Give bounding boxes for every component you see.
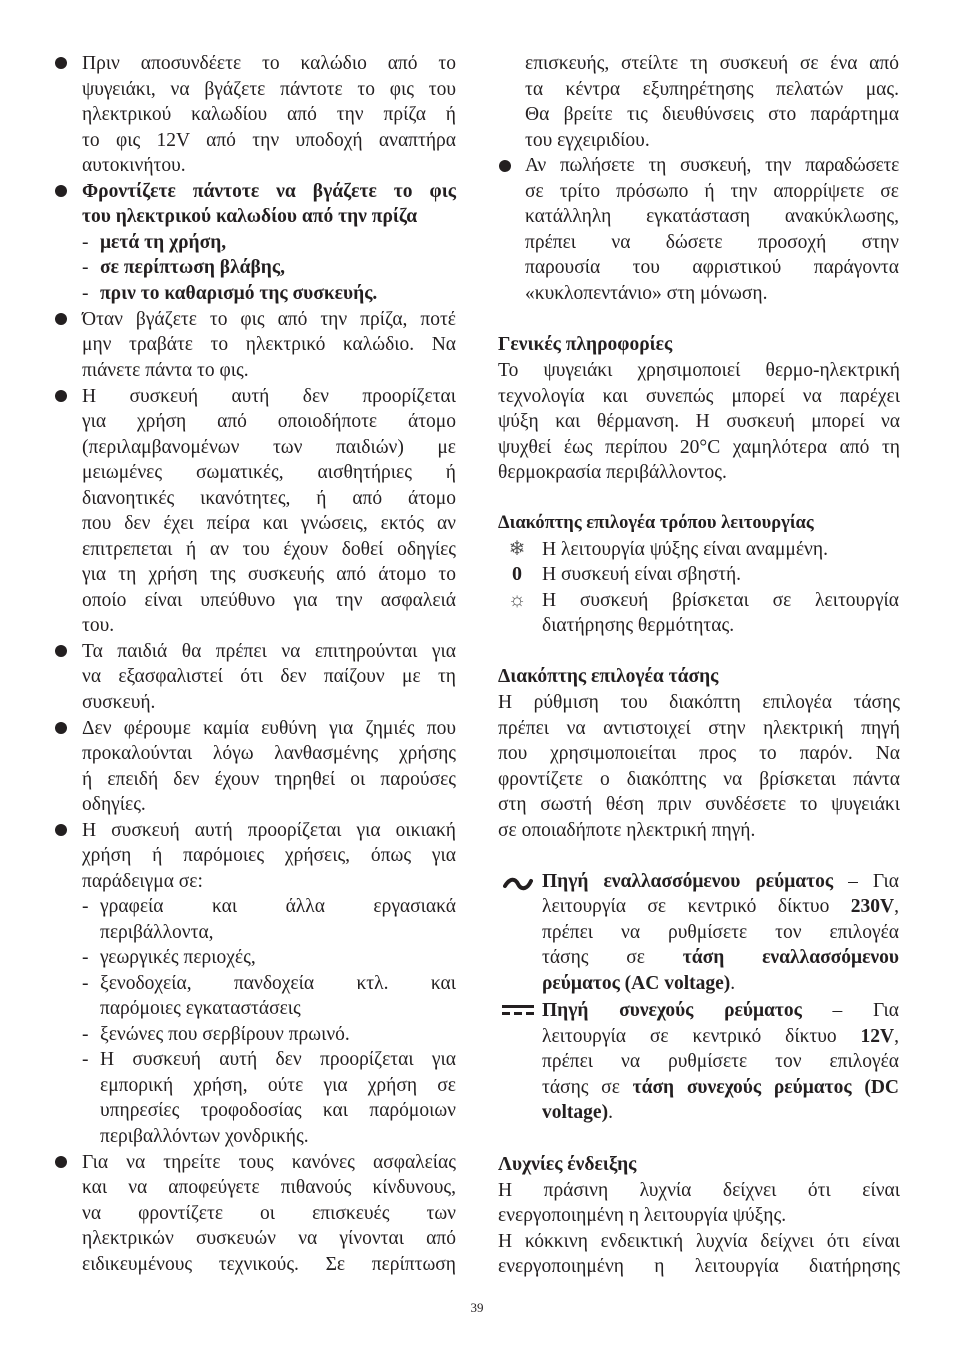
bullet-dot	[55, 645, 67, 657]
text-line: Όταν βγάζετε το φις από την πρίζα, ποτέ	[82, 309, 456, 330]
text-line: μειωμένες σωματικές, αισθητήριες ή	[82, 462, 456, 483]
dc-source-label: Πηγή συνεχούς ρεύματος	[542, 1000, 802, 1021]
zero-symbol: 0	[512, 563, 522, 585]
text-line: Θα βρείτε τις διευθύνσεις στο παράρτημα	[525, 104, 899, 125]
text-line: Φροντίζετε πάντοτε να βγάζετε το φις	[82, 181, 456, 202]
dash-marker: -	[82, 257, 89, 278]
text-line: ηλεκτρικού καλωδίου από την πρίζα ή	[82, 104, 456, 125]
text-line: γεωργικές περιοχές,	[100, 947, 256, 968]
text-line: και να αποφεύγετε πιθανούς κίνδυνους,	[82, 1177, 456, 1198]
text-line: περιβαλλόντων χονδρικής.	[100, 1126, 309, 1147]
text-line: να εξασφαλιστεί ότι δεν παίζουν με τη	[82, 666, 456, 687]
bullet-dot	[55, 390, 67, 402]
text-line: μετά τη χρήση,	[100, 232, 227, 253]
text-line	[542, 998, 899, 1024]
text-line: πιάνετε πάντα το φις.	[82, 360, 249, 381]
text-span: – Για	[833, 871, 899, 892]
text-line: οδηγίες.	[82, 794, 146, 815]
text-line: αυτοκινήτου.	[82, 155, 186, 176]
text-line: περιβάλλοντα,	[100, 922, 214, 943]
text-span: ρεύματος (AC voltage)	[542, 973, 731, 994]
text-line: προκαλούνται λόγω λανθασμένης χρήσης	[82, 743, 456, 764]
text-line	[542, 945, 899, 971]
text-line: Αν πωλήσετε τη συσκευή, την παραδώσετε	[525, 155, 899, 176]
text-span: λειτουργία σε κεντρικό δίκτυο	[542, 1026, 861, 1047]
text-span: .	[730, 973, 736, 994]
text-line: Η συσκευή αυτή προορίζεται για οικιακή	[82, 820, 456, 841]
text-span: – Για	[801, 1000, 899, 1021]
snowflake-icon: ❄	[508, 538, 526, 560]
text-line: σε περίπτωση βλάβης,	[100, 257, 285, 278]
text-line: Η συσκευή αυτή δεν προορίζεται	[82, 386, 456, 407]
text-line: για τη χρήση της συσκευής από άτομο το	[82, 564, 456, 585]
text-line: πρέπει να ρυθμίσετε τον επιλογέα	[542, 1051, 899, 1072]
bullet-dot	[55, 824, 67, 836]
text-line: Η ρύθμιση του διακόπτη επιλογέα τάσης	[498, 692, 900, 713]
text-line: που δεν έχει πείρα και γνώσεις, εκτός αν	[82, 513, 456, 534]
text-line: του εγχειριδίου.	[525, 130, 650, 151]
text-line	[542, 869, 899, 895]
text-line: πριν το καθαρισμό της συσκευής.	[100, 283, 378, 304]
text-line	[542, 971, 735, 997]
text-line: ξενώνες που σερβίρουν πρωινό.	[100, 1024, 350, 1045]
dash-marker: -	[82, 283, 89, 304]
bullet-dot	[499, 160, 511, 172]
bullet-dot	[55, 57, 67, 69]
text-line: επισκευής, στείλτε τη συσκευή σε ένα από	[525, 53, 899, 74]
text-line: το φις 12V από την υποδοχή αναπτήρα	[82, 130, 456, 151]
text-span: τάσης σε	[542, 1077, 633, 1098]
text-line	[542, 1075, 899, 1101]
section-heading: Γενικές πληροφορίες	[498, 334, 673, 355]
ac-wave-icon	[503, 877, 533, 891]
text-span: λειτουργία σε κεντρικό δίκτυο	[542, 896, 851, 917]
text-line: μην τραβάτε το ηλεκτρικό καλώδιο. Να	[82, 334, 456, 355]
text-line	[542, 894, 899, 920]
text-line: ψυχθεί έως περίπου 20°C χαμηλότερα από τη	[498, 437, 900, 458]
section-heading: Διακόπτης επιλογέα τρόπου λειτουργίας	[498, 513, 814, 533]
text-line	[542, 1100, 613, 1126]
text-span: ,	[894, 896, 899, 917]
text-line: Δεν φέρουμε καμία ευθύνη για ζημιές που	[82, 718, 456, 739]
text-line: διατήρησης θερμότητας.	[542, 615, 735, 636]
bullet-dot	[55, 185, 67, 197]
ac-source-label: Πηγή εναλλασσόμενου ρεύματος	[542, 871, 834, 892]
text-line: φροντίζετε ο διακόπτης να βρίσκεται πάντα	[498, 769, 900, 790]
section-heading: Διακόπτης επιλογέα τάσης	[498, 666, 719, 687]
text-line: τα κέντρα εξυπηρέτησης πελατών μας.	[525, 79, 899, 100]
text-line: Η λειτουργία ψύξης είναι αναμμένη.	[542, 539, 828, 560]
text-line: συσκευή.	[82, 692, 156, 713]
text-line: εμπορική χρήση, ούτε για χρήση σε	[100, 1075, 456, 1096]
text-line: τεχνολογία και συνεπώς μπορεί να παρέχει	[498, 386, 900, 407]
bullet-dot	[55, 313, 67, 325]
text-line: παρουσία του αφριστικού παράγοντα	[525, 257, 899, 278]
text-line: ψύξη και θέρμανση. Η συσκευή μπορεί να	[498, 411, 900, 432]
text-line: Η συσκευή είναι σβηστή.	[542, 564, 742, 585]
text-line: Πριν αποσυνδέετε το καλώδιο από το	[82, 53, 456, 74]
text-line: για χρήση από οποιοδήποτε άτομο	[82, 411, 456, 432]
dash-marker: -	[82, 1024, 89, 1045]
text-line: (περιλαμβανομένων των παιδιών) με	[82, 437, 456, 458]
text-line: παρόμοιες εγκαταστάσεις	[100, 998, 301, 1019]
text-line: Η κόκκινη ενδεικτική λυχνία δείχνει ότι είναι	[498, 1231, 900, 1252]
page-number: 39	[470, 1300, 484, 1315]
text-line: Η πράσινη λυχνία δείχνει ότι είναι	[498, 1180, 900, 1201]
text-span: ,	[894, 1026, 899, 1047]
dash-marker: -	[82, 896, 89, 917]
text-line: ενεργοποιημένη η λειτουργία διατήρησης	[498, 1256, 900, 1277]
text-line: Η συσκευή αυτή δεν προορίζεται για	[100, 1049, 456, 1070]
text-line: επιτρεπεται ή αν του έχουν δοθεί οδηγίες	[82, 539, 456, 560]
text-line: σε τρίτο πρόσωπο ή την απορρίψετε σε	[525, 181, 899, 202]
dash-marker: -	[82, 973, 89, 994]
text-line: χρήση ή παρόμοιες χρήσεις, όπως για	[82, 845, 456, 866]
text-line: σε οποιαδήποτε ηλεκτρική πηγή.	[498, 820, 756, 841]
dc-lines-icon	[502, 1004, 534, 1016]
text-span: voltage)	[542, 1102, 609, 1123]
text-line: πρέπει να αντιστοιχεί στην ηλεκτρική πηγή	[498, 718, 900, 739]
voltage-value: 12V	[860, 1026, 895, 1047]
text-line: ειδικευμένους τεχνικούς. Σε περίπτωση	[82, 1254, 456, 1275]
text-line: να φροντίζετε οι επισκευές των	[82, 1203, 456, 1224]
text-line: υπηρεσίες τροφοδοσίας και παρόμοιων	[100, 1100, 456, 1121]
text-span: τάση συνεχούς ρεύματος (DC	[632, 1077, 899, 1098]
text-line: Για να τηρείτε τους κανόνες ασφαλείας	[82, 1152, 456, 1173]
text-line: κατάλληλη εγκατάσταση ανακύκλωσης,	[525, 206, 899, 227]
text-line: γραφεία και άλλα εργασιακά	[100, 896, 456, 917]
text-line: του ηλεκτρικού καλωδίου από την πρίζα	[82, 206, 418, 227]
text-span: τάση εναλλασσόμενου	[682, 947, 900, 968]
text-span: .	[608, 1102, 613, 1123]
text-line: Η συσκευή βρίσκεται σε λειτουργία	[542, 590, 899, 611]
text-line: «κυκλοπεντάνιο» στη μόνωση.	[525, 283, 768, 304]
text-line: του.	[82, 615, 115, 636]
text-line: ψυγειάκι, να βγάζετε πάντοτε το φις του	[82, 79, 456, 100]
dash-marker: -	[82, 947, 89, 968]
text-line: διανοητικές ικανότητες, ή από άτομο	[82, 488, 456, 509]
text-span: τάσης σε	[542, 947, 683, 968]
text-line: πρέπει να ρυθμίσετε τον επιλογέα	[542, 922, 899, 943]
bullet-dot	[55, 722, 67, 734]
text-line: οποίο είναι υπεύθυνο για την ασφαλειά	[82, 590, 456, 611]
text-line: ενεργοποιημένη η λειτουργία ψύξης.	[498, 1205, 787, 1226]
voltage-value: 230V	[850, 896, 895, 917]
text-line: Το ψυγειάκι χρησιμοποιεί θερμο-ηλεκτρική	[498, 360, 900, 381]
text-line: ηλεκτρικών συσκευών να γίνονται από	[82, 1228, 456, 1249]
text-line: στη σωστή θέση πριν συνδέσετε το ψυγειάκι	[498, 794, 900, 815]
text-line: πρέπει να δώσετε προσοχή στην	[525, 232, 899, 253]
bullet-dot	[55, 1156, 67, 1168]
text-line: ξενοδοχεία, πανδοχεία κτλ. και	[100, 973, 456, 994]
dash-marker: -	[82, 1049, 89, 1070]
text-line: Τα παιδιά θα πρέπει να επιτηρούνται για	[82, 641, 456, 662]
text-line: θερμοκρασία περιβάλλοντος.	[498, 462, 727, 483]
text-line: ή επειδή δεν έχουν τηρηθεί οι παρούσες	[82, 769, 456, 790]
sun-icon: ☼	[507, 589, 527, 611]
text-line: που χρησιμοποιείται προς το παρόν. Να	[498, 743, 900, 764]
text-line	[542, 1024, 899, 1050]
section-heading: Λυχνίες ένδειξης	[498, 1154, 637, 1175]
dash-marker: -	[82, 232, 89, 253]
text-line: παράδειγμα σε:	[82, 871, 203, 892]
